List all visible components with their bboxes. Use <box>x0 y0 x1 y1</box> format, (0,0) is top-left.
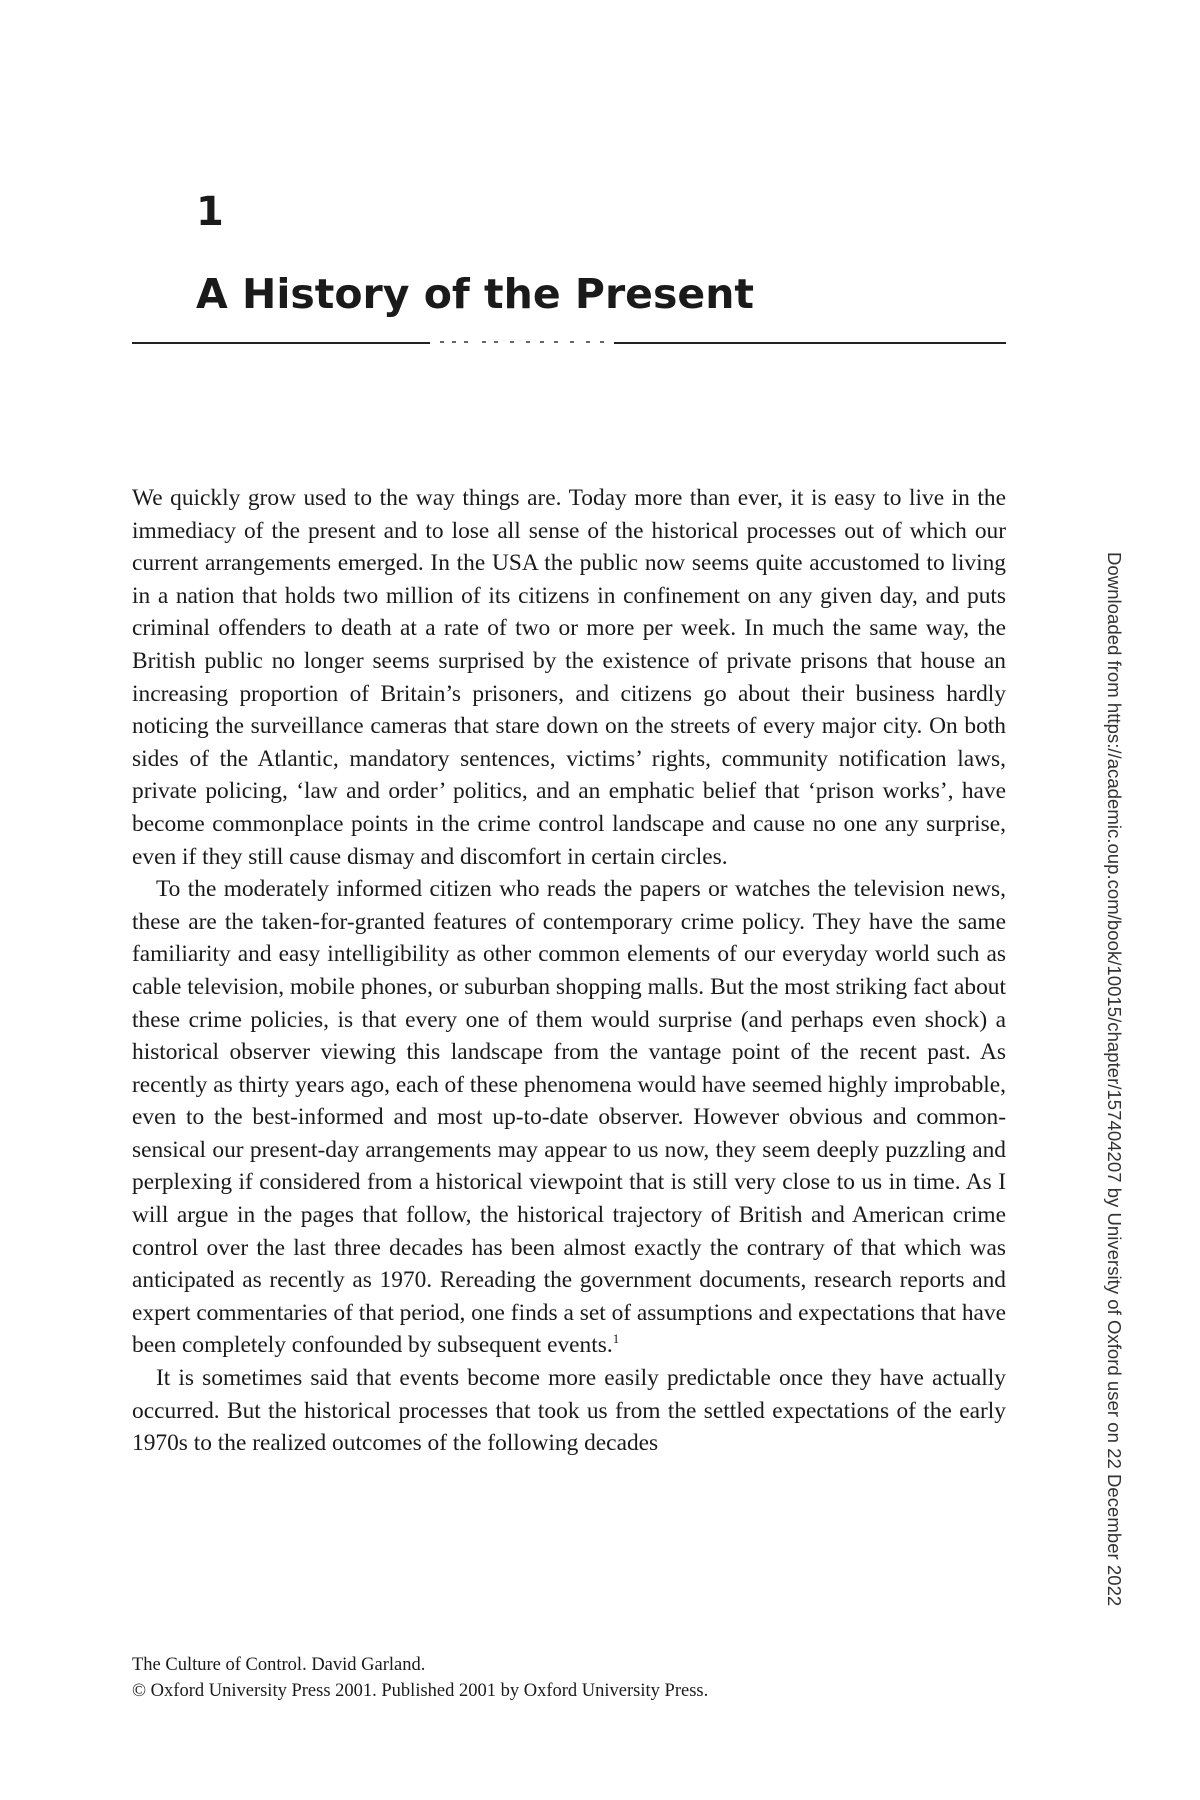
paragraph-3 <box>132 1362 1006 1460</box>
paragraph-2 <box>132 873 1006 1362</box>
paragraph-1 <box>132 482 1006 873</box>
footnote-marker[interactable]: 1 <box>612 1331 620 1347</box>
paragraph-2-text: To the moderately informed citizen who reads the papers or watches the television news, these are the taken-for-granted features of contemporary crime policy. They have the same familiarity and easy intelligibility as other common elements of our everyday world such as cable television, mobile phones, or suburban shopping malls. But the most striking fact about these crime policies, is that every one of them would surprise (and perhaps even shock) a historical observer viewing this landscape from the vantage point of the recent past. As recently as thirty years ago, each of these phenomena would have seemed highly improbable, even to the best-informed and most up-to-date observer. However obvious and common-sensical our present-day arrangements may appear to us now, they seem deeply puzzling and perplexing if considered from a historical viewpoint that is still very close to us in time. As I will argue in the pages that follow, the historical trajectory of British and American crime control over the last three decades has been almost exactly the contrary of that which was anticipated as recently as 1970. Rereading the government documents, research reports and expert commentaries of that period, one finds a set of assumptions and expectations that have been completely confounded by subsequent events. <box>132 876 1006 1359</box>
paragraph-1-text: We quickly grow used to the way things are. Today more than ever, it is easy to live in the immediacy of the present and to lose all sense of the historical processes out of which our current arrangements emerged. In the USA the public now seems quite accustomed to living in a nation that holds two million of its citizens in confinement on any given day, and puts criminal offenders to death at a rate of two or more per week. In much the same way, the British public no longer seems surprised by the existence of private prisons that house an increasing proportion of Britain’s prisoners, and citizens go about their business hardly noticing the surveillance cameras that stare down on the streets of every major city. On both sides of the Atlantic, mandatory sentences, victims’ rights, community notification laws, private policing, ‘law and order’ politics, and an emphatic belief that ‘prison works’, have become commonplace points in the crime control landscape and cause no one any surprise, even if they still cause dismay and discomfort in certain circles. <box>132 485 1006 870</box>
paragraph-3-text: It is sometimes said that events become more easily predictable once they have actually occurred. But the historical processes that took us from the settled expectations of the early 1970s to the realized outcomes of the following decades <box>132 1365 1006 1457</box>
title-rule-ornament <box>436 330 608 350</box>
chapter-title: A History of the Present <box>196 270 754 318</box>
footer-copyright: © Oxford University Press 2001. Published 2001 by Oxford University Press. <box>132 1681 709 1701</box>
title-rule-left <box>132 342 430 344</box>
title-rule-right <box>614 342 1006 344</box>
page-footer <box>132 1652 932 1704</box>
chapter-body <box>132 482 1006 1460</box>
download-stamp: Downloaded from https://academic.oup.com/book/10015/chapter/157404207 by University of Oxford user on 22 December 2022 <box>1104 552 1125 1607</box>
chapter-number: 1 <box>196 189 224 235</box>
footer-book-credit: The Culture of Control. David Garland. <box>132 1655 426 1675</box>
